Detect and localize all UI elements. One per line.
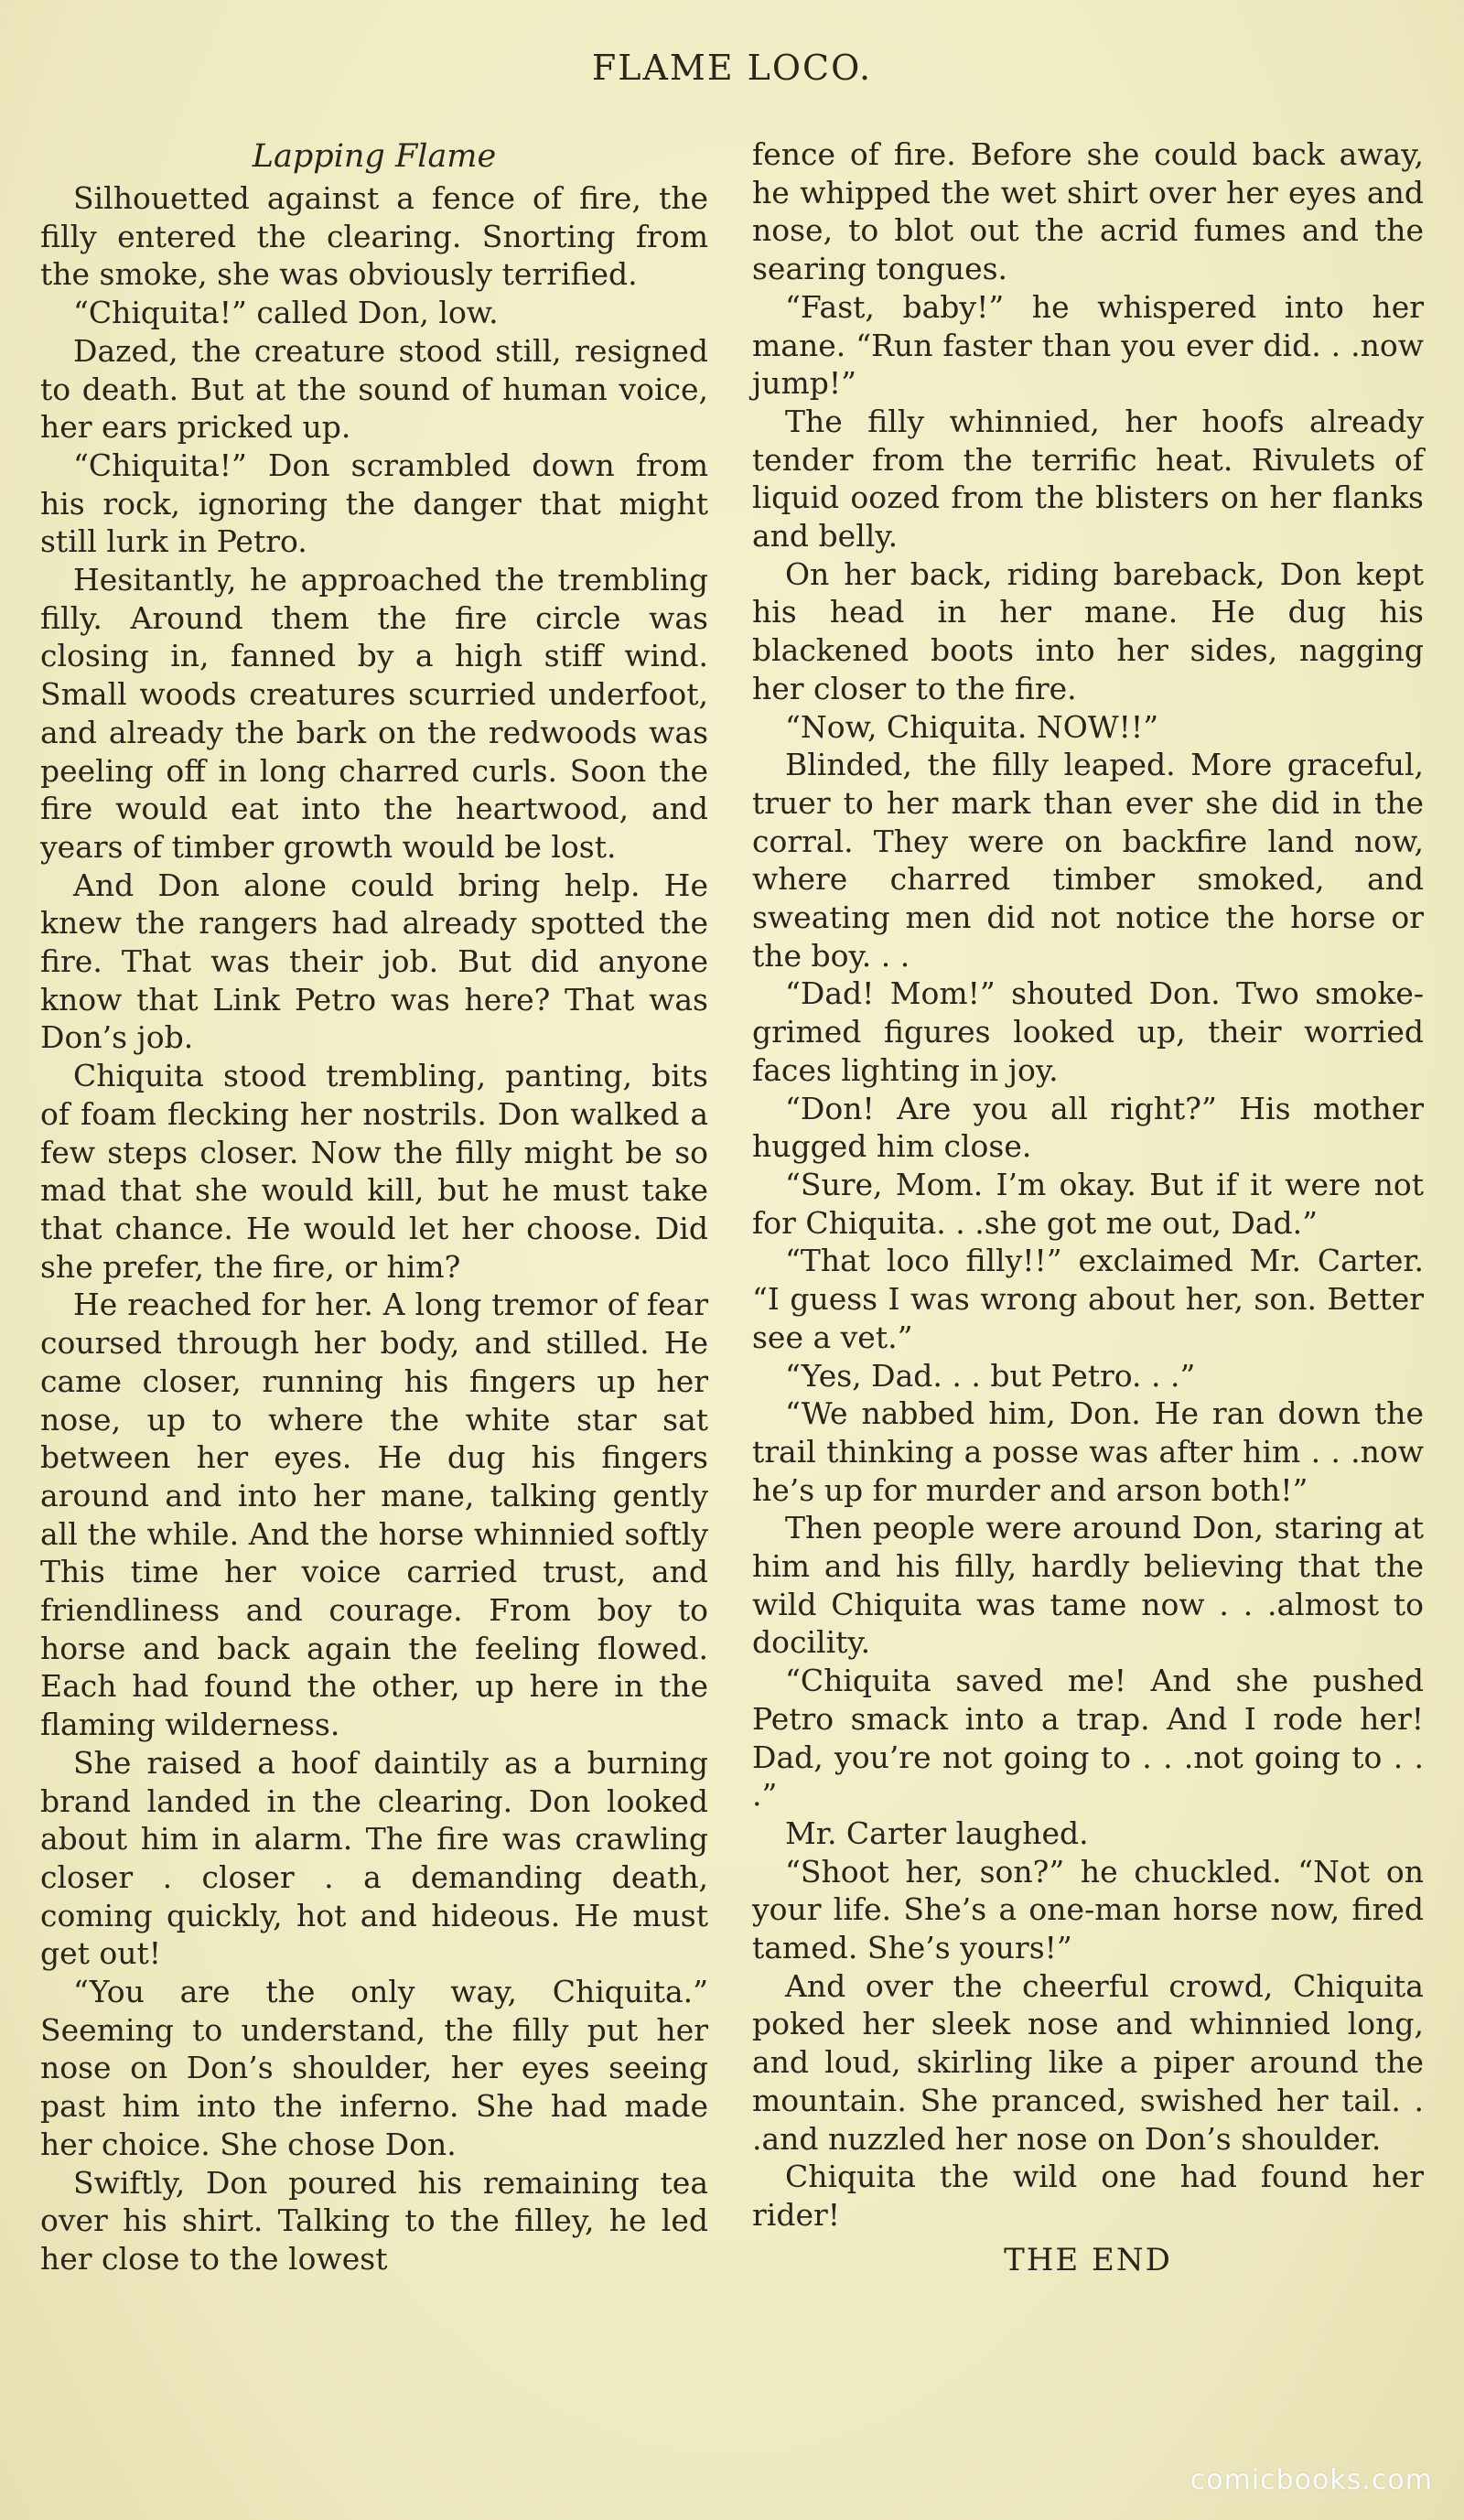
paragraph: Swiftly, Don poured his remaining tea over his shirt. Talking to the filley, he led her close to the lowest (40, 2164, 708, 2277)
paragraph: Chiquita stood trembling, panting, bits of foam flecking her nostrils. Don walked a few steps closer. Now the filly might be so mad that she would kill, but he must take that chance. He would let her choose. Did she prefer, the fire, or him? (40, 1058, 708, 1285)
watermark-text: comicbooks.com (1190, 2464, 1433, 2496)
paragraph: “Yes, Dad. . . but Petro. . .” (785, 1357, 1196, 1394)
paragraph: She raised a hoof daintily as a burning brand landed in the clearing. Don looked about him in alarm. The fire was crawling closer . closer . a demanding death, coming quickly, hot and hideous. He must get out! (40, 1744, 708, 1972)
paragraph: “Dad! Mom!” shouted Don. Two smoke-grimed figures looked up, their worried faces lighting in joy. (752, 975, 1424, 1088)
paragraph: And Don alone could bring help. He knew the rangers had already spotted the fire. That was their job. But did anyone know that Link Petro was here? That was Don’s job. (40, 867, 708, 1056)
paragraph: “Chiquita!” called Don, low. (73, 295, 499, 331)
paragraph: And over the cheerful crowd, Chiquita poked her sleek nose and whinnied long, and loud, skirling like a piper around the mountain. She pranced, swished her tail. . .and nuzzled her nose on Don’s shoulder. (752, 1967, 1424, 2157)
paragraph: Hesitantly, he approached the trembling filly. Around them the fire circle was closing in, fanned by a high stiff wind. Small woods creatures scurried underfoot, and already the bark on the redwoods was peeling off in long charred curls. Soon the fire would eat into the heartwood, and years of timber growth would be lost. (40, 562, 708, 865)
right-column (752, 135, 1424, 2279)
paragraph-continuation: fence of fire. Before she could back away, he whipped the wet shirt over her eyes and nose, to blot out the acrid fumes and the searing tongues. (752, 136, 1424, 287)
paragraph: “Fast, baby!” he whispered into her mane. “Run faster than you ever did. . .now jump!” (752, 288, 1424, 402)
paragraph: “Chiquita saved me! And she pushed Petro smack into a trap. And I rode her! Dad, you’re not going to . . .not going to . . .” (752, 1663, 1424, 1814)
paragraph: Mr. Carter laughed. (785, 1815, 1089, 1851)
left-column (40, 137, 708, 2278)
paragraph: “That loco filly!!” exclaimed Mr. Carter. “I guess I was wrong about her, son. Better see a vet.” (752, 1243, 1424, 1355)
paragraph: “We nabbed him, Don. He ran down the trail thinking a posse was after him . . .now he’s up for murder and arson both!” (752, 1395, 1424, 1508)
paragraph: “Chiquita!” Don scrambled down from his rock, ignoring the danger that might still lurk in Petro. (40, 447, 708, 560)
paragraph: Dazed, the creature stood still, resigned to death. But at the sound of human voice, her ears pricked up. (40, 332, 708, 446)
paragraph: Chiquita the wild one had found her rider! (752, 2159, 1424, 2233)
paragraph: Silhouetted against a fence of fire, the filly entered the clearing. Snorting from the smoke, she was obviously terrified. (40, 180, 708, 293)
paragraph: Then people were around Don, staring at him and his filly, hardly believing that the wild Chiquita was tame now . . .almost to docility. (752, 1510, 1424, 1661)
paragraph: He reached for her. A long tremor of fear coursed through her body, and stilled. He came closer, running his fingers up her nose, up to where the white star sat between her eyes. He dug his fingers around and into her mane, talking gently all the while. And the horse whinnied softly This time her voice carried trust, and friendliness and courage. From boy to horse and back again the feeling flowed. Each had found the other, up here in the flaming wilderness. (40, 1287, 708, 1743)
paragraph: The filly whinnied, her hoofs already tender from the terrific heat. Rivulets of liquid oozed from the blisters on her flanks and belly. (752, 403, 1424, 555)
paragraph: On her back, riding bareback, Don kept his head in her mane. He dug his blackened boots into her sides, nagging her closer to the fire. (752, 555, 1424, 706)
the-end-label: THE END (1004, 2241, 1172, 2278)
paragraph: “Sure, Mom. I’m okay. But if it were not for Chiquita. . .she got me out, Dad.” (752, 1166, 1424, 1241)
paragraph: “You are the only way, Chiquita.” Seeming to understand, the filly put her nose on Don’s shoulder, her eyes seeing past him into the inferno. She had made her choice. She chose Don. (40, 1974, 708, 2162)
paragraph: Blinded, the filly leaped. More graceful, truer to her mark than ever she did in the corral. They were on backfire land now, where charred timber smoked, and sweating men did not notice the horse or the boy. . . (752, 747, 1424, 974)
paragraph: “Now, Chiquita. NOW!!” (785, 708, 1159, 745)
story-title: FLAME LOCO. (591, 48, 873, 88)
paragraph: “Don! Are you all right?” His mother hugged him close. (752, 1090, 1424, 1165)
paragraph: “Shoot her, son?” he chuckled. “Not on your life. She’s a one-man horse now, fired tamed. She’s yours!” (752, 1853, 1424, 1966)
section-heading: Lapping Flame (252, 138, 497, 175)
